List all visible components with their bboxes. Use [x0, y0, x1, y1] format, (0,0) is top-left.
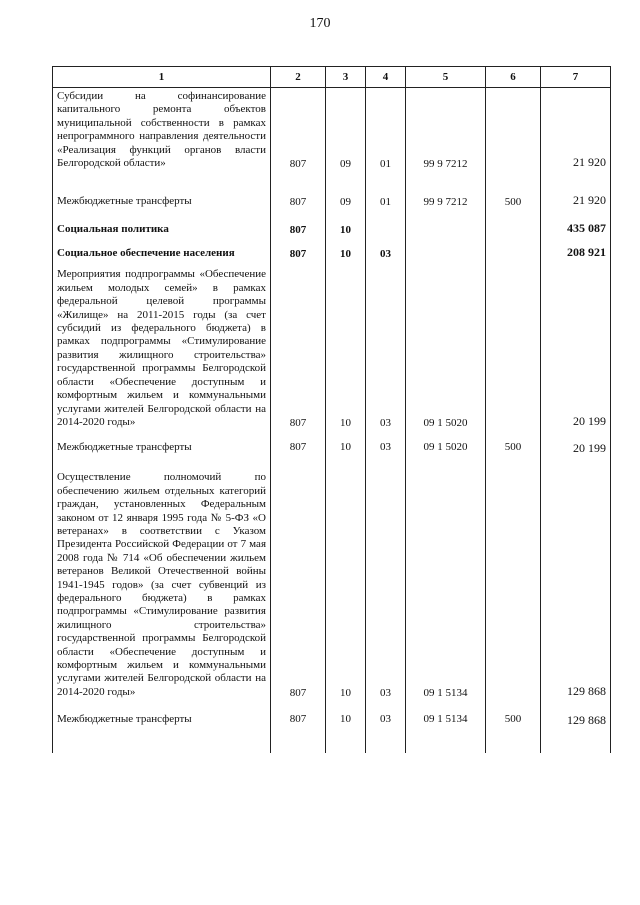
column-header: 2 [271, 67, 326, 88]
column-header: 5 [406, 67, 486, 88]
cell-subsection: 03 [366, 703, 406, 753]
table-row [53, 260, 611, 433]
cell-subsection: 03 [366, 260, 406, 433]
cell-target: 09 1 5134 [406, 469, 486, 703]
column-header: 1 [53, 67, 271, 88]
cell-type [486, 260, 541, 433]
cell-ministry: 807 [271, 236, 326, 260]
cell-target: 09 1 5134 [406, 703, 486, 753]
cell-subsection: 03 [366, 433, 406, 469]
cell-target [406, 208, 486, 236]
cell-type: 500 [486, 433, 541, 469]
column-header: 3 [326, 67, 366, 88]
cell-amount: 129 868 [541, 469, 611, 703]
cell-target: 09 1 5020 [406, 260, 486, 433]
cell-ministry: 807 [271, 88, 326, 175]
cell-ministry: 807 [271, 208, 326, 236]
cell-ministry: 807 [271, 260, 326, 433]
cell-subsection: 01 [366, 174, 406, 208]
table-row [53, 174, 611, 208]
row-name: Межбюджетные трансферты [53, 174, 271, 208]
cell-type [486, 469, 541, 703]
cell-section: 10 [326, 469, 366, 703]
table-row [53, 88, 611, 175]
row-name: Социальная политика [53, 208, 271, 236]
cell-amount: 208 921 [541, 236, 611, 260]
cell-type [486, 236, 541, 260]
cell-amount: 21 920 [541, 174, 611, 208]
table-row [53, 703, 611, 753]
row-name: Мероприятия подпрограммы «Обеспечение жильем молодых семей» в рамках федеральной целевой программы «Жилище» на 2011-2015 годы (за счет субсидий из федерального бюджета) в рамках подпрограммы «Стимулирование развития жилищного строительства» государственной программы Белгородской области «Обеспечение доступным и комфортным жильем и коммунальными услугами жителей Белгородской области на 2014-2020 годы» [53, 260, 271, 433]
cell-subsection: 01 [366, 88, 406, 175]
row-name: Межбюджетные трансферты [53, 433, 271, 469]
table-header-row [53, 67, 611, 88]
cell-type [486, 208, 541, 236]
row-name: Межбюджетные трансферты [53, 703, 271, 753]
cell-subsection: 03 [366, 469, 406, 703]
cell-amount: 435 087 [541, 208, 611, 236]
row-name: Субсидии на софинансирование капитального ремонта объектов муниципальной собственности в рамках непрограммного направления деятельности «Реализация функций органов власти Белгородской области» [53, 88, 271, 175]
cell-amount: 20 199 [541, 260, 611, 433]
table-row [53, 236, 611, 260]
cell-ministry: 807 [271, 703, 326, 753]
cell-subsection [366, 208, 406, 236]
column-header: 4 [366, 67, 406, 88]
cell-section: 10 [326, 236, 366, 260]
cell-section: 09 [326, 174, 366, 208]
budget-table [52, 66, 611, 753]
column-header: 7 [541, 67, 611, 88]
cell-section: 10 [326, 208, 366, 236]
cell-type: 500 [486, 174, 541, 208]
cell-section: 09 [326, 88, 366, 175]
row-name: Осуществление полномочий по обеспечению жильем отдельных категорий граждан, установленных Федеральным законом от 12 января 1995 года № 5-ФЗ «О ветеранах» в соответствии с Указом Президента Российской Федерации от 7 мая 2008 года № 714 «Об обеспечении жильем ветеранов Великой Отечественной войны 1941-1945 годов» (за счет субвенций из федерального бюджета) в рамках подпрограммы «Стимулирование развития жилищного строительства» государственной программы Белгородской области «Обеспечение доступным и комфортным жильем и коммунальными услугами жителей Белгородской области на 2014-2020 годы» [53, 469, 271, 703]
cell-ministry: 807 [271, 433, 326, 469]
page-number: 170 [309, 16, 331, 31]
table-row [53, 208, 611, 236]
cell-amount: 21 920 [541, 88, 611, 175]
cell-section: 10 [326, 260, 366, 433]
cell-type [486, 88, 541, 175]
table-row [53, 433, 611, 469]
row-name: Социальное обеспечение населения [53, 236, 271, 260]
cell-amount: 129 868 [541, 703, 611, 753]
cell-subsection: 03 [366, 236, 406, 260]
cell-target: 99 9 7212 [406, 88, 486, 175]
cell-amount: 20 199 [541, 433, 611, 469]
cell-ministry: 807 [271, 174, 326, 208]
cell-target: 99 9 7212 [406, 174, 486, 208]
cell-section: 10 [326, 433, 366, 469]
cell-ministry: 807 [271, 469, 326, 703]
column-header: 6 [486, 67, 541, 88]
cell-section: 10 [326, 703, 366, 753]
cell-target [406, 236, 486, 260]
cell-type: 500 [486, 703, 541, 753]
cell-target: 09 1 5020 [406, 433, 486, 469]
table-row [53, 469, 611, 703]
